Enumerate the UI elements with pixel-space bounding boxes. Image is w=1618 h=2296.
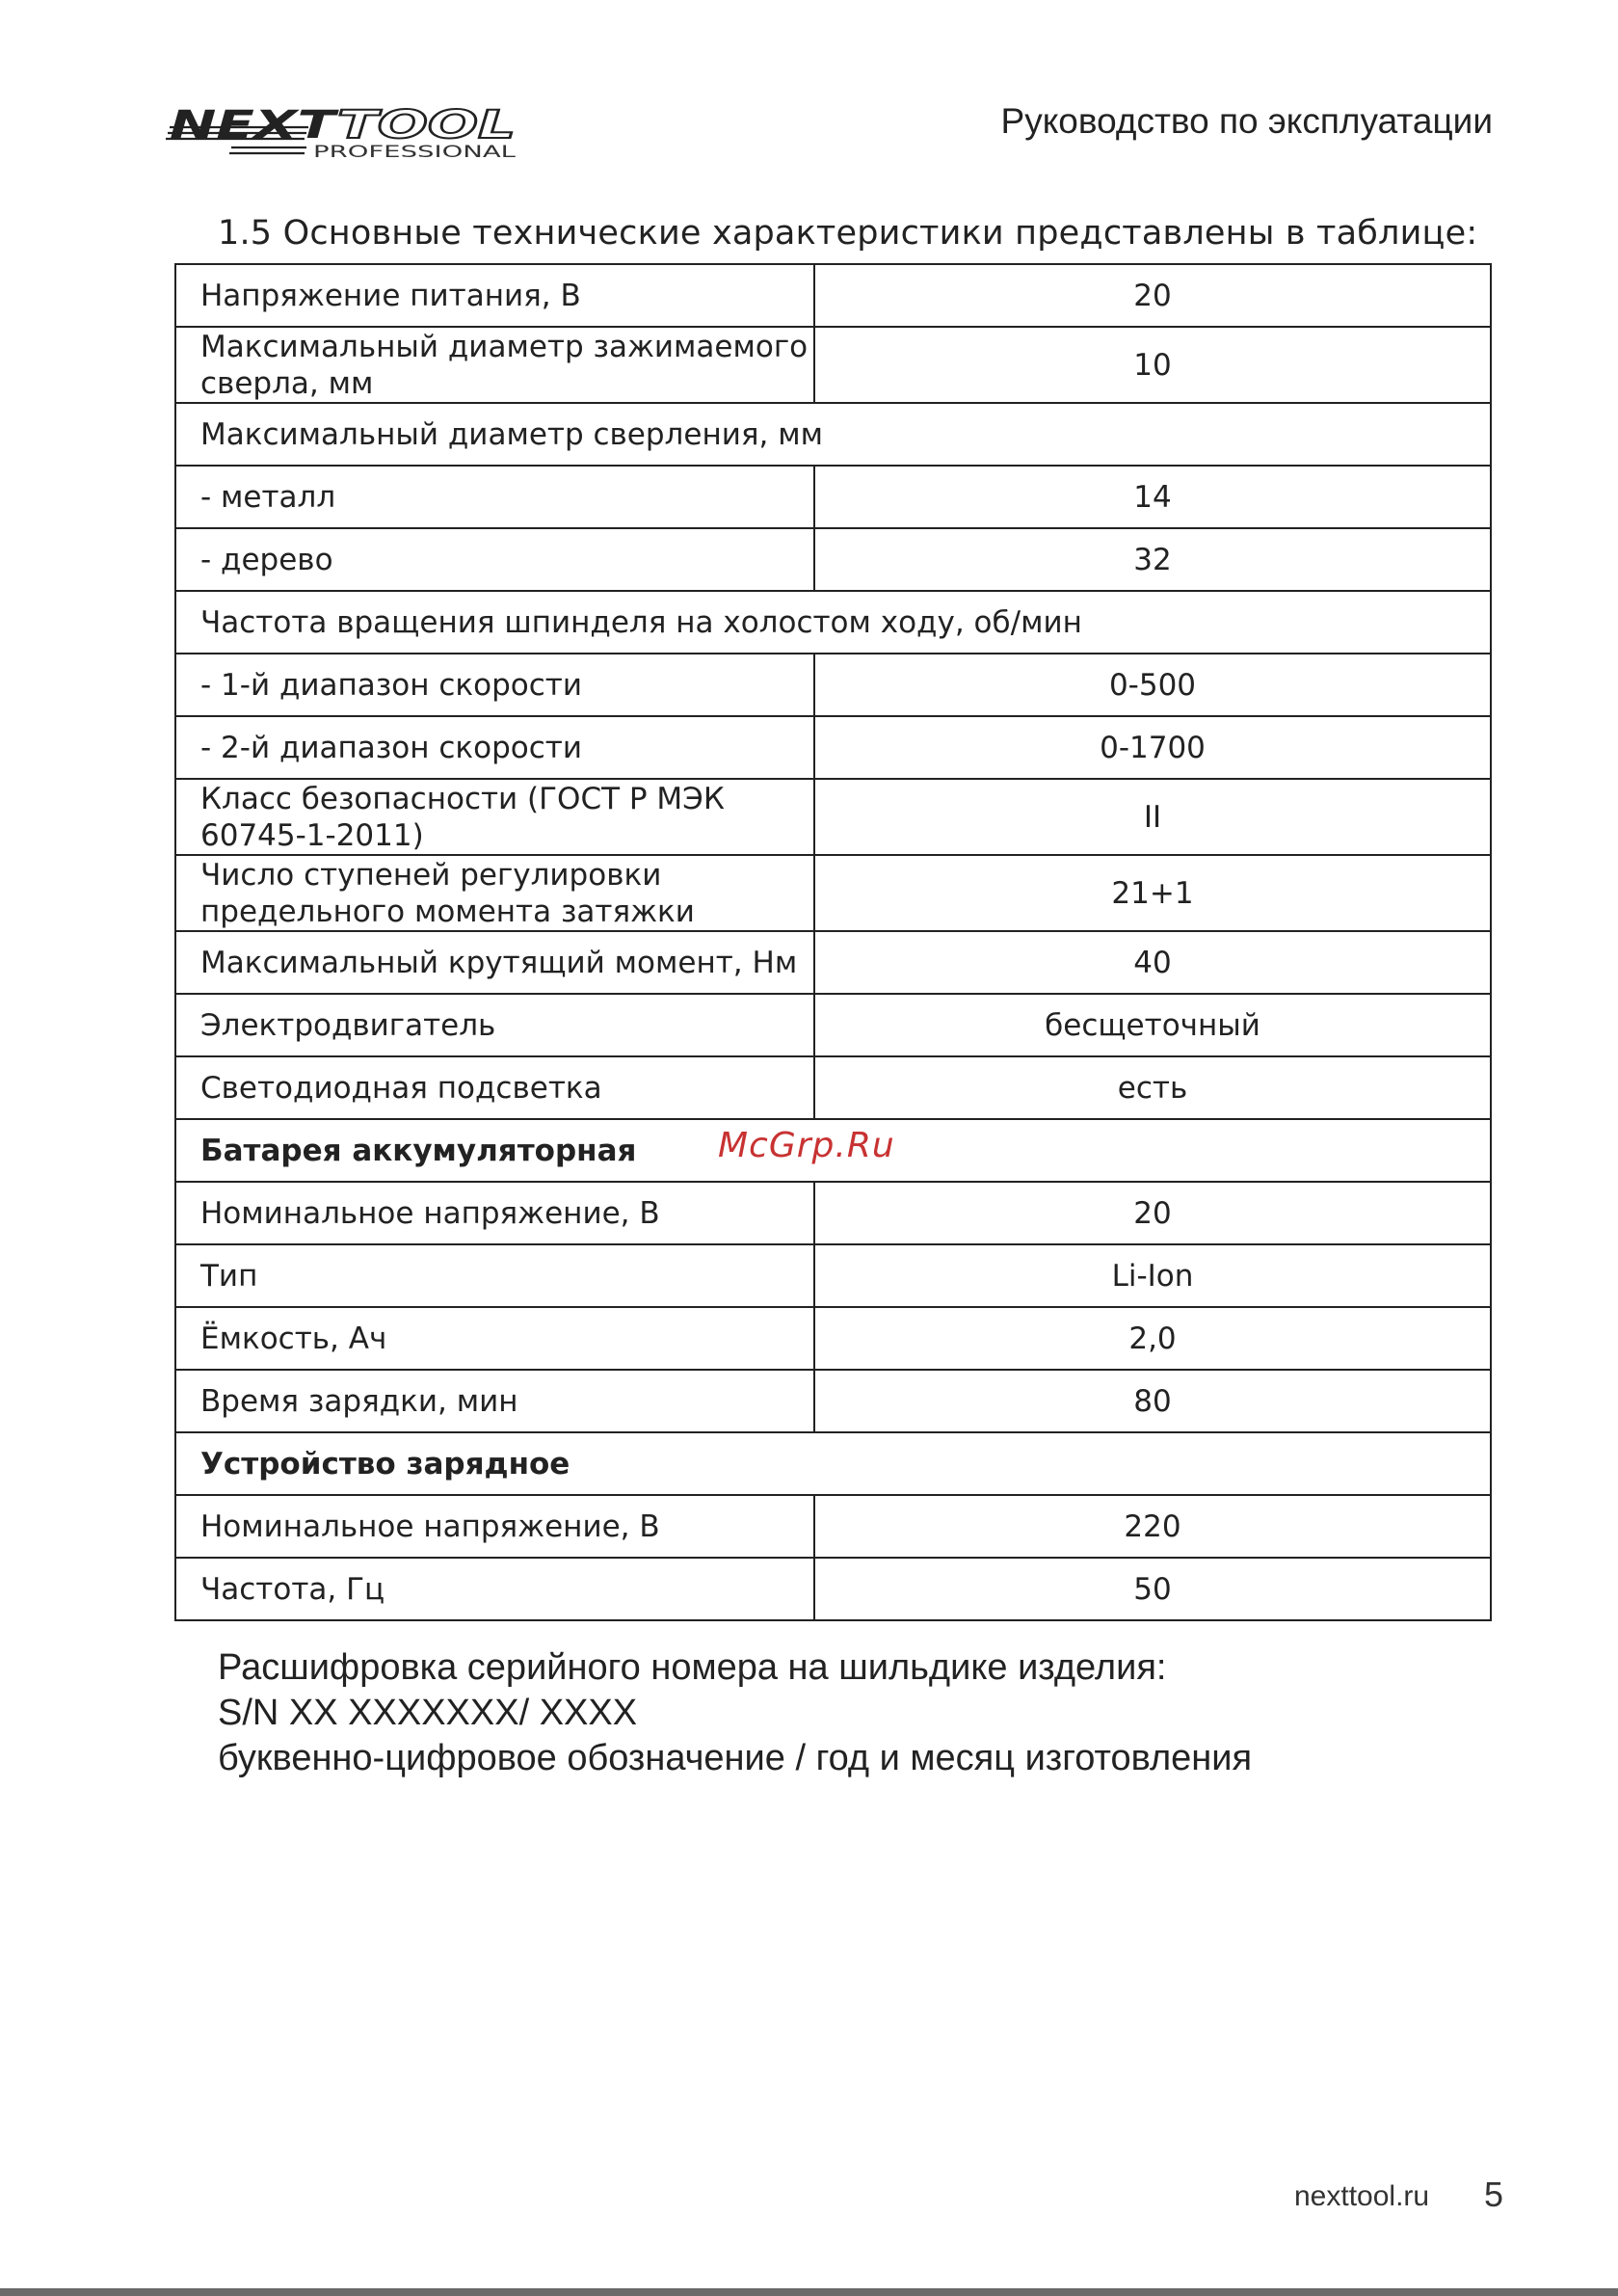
spec-label: - дерево — [175, 528, 814, 591]
table-row — [175, 528, 1491, 591]
spec-label: Номинальное напряжение, В — [175, 1495, 814, 1558]
spec-value: 80 — [814, 1370, 1491, 1432]
section-heading: 1.5 Основные технические характеристики представлены в таблице: — [218, 214, 1478, 253]
table-row — [175, 1244, 1491, 1307]
spec-label: Частота, Гц — [175, 1558, 814, 1620]
spec-label: Класс безопасности (ГОСТ Р МЭК 60745-1-2011) — [175, 779, 814, 855]
spec-label: Номинальное напряжение, В — [175, 1182, 814, 1244]
spec-value: 2,0 — [814, 1307, 1491, 1370]
table-row — [175, 1495, 1491, 1558]
svg-text:PROFESSIONAL: PROFESSIONAL — [313, 143, 517, 160]
nexttool-logo — [164, 104, 520, 160]
table-row — [175, 466, 1491, 528]
spec-value: 21+1 — [814, 855, 1491, 931]
document-title: Руководство по эксплуатации — [1000, 101, 1493, 141]
spec-value: 40 — [814, 931, 1491, 994]
spec-label: Время зарядки, мин — [175, 1370, 814, 1432]
watermark: McGrp.Ru — [718, 1126, 895, 1165]
spec-value: 10 — [814, 327, 1491, 403]
table-row — [175, 716, 1491, 779]
table-row — [175, 1370, 1491, 1432]
spec-value: 50 — [814, 1558, 1491, 1620]
spec-group-label: Максимальный диаметр сверления, мм — [175, 403, 1491, 466]
bottom-rule — [0, 2288, 1618, 2296]
svg-text:NEXT: NEXT — [170, 104, 339, 147]
table-row — [175, 994, 1491, 1056]
battery-section-heading: Батарея аккумуляторная — [175, 1119, 1491, 1182]
table-row — [175, 264, 1491, 327]
spec-label: Максимальный крутящий момент, Нм — [175, 931, 814, 994]
page-number: 5 — [1484, 2175, 1504, 2214]
spec-label: - 2-й диапазон скорости — [175, 716, 814, 779]
spec-value: 14 — [814, 466, 1491, 528]
serial-note-line-2: S/N XX XXXXXXX/ XXXX — [218, 1693, 638, 1733]
spec-label: Напряжение питания, В — [175, 264, 814, 327]
table-row — [175, 1182, 1491, 1244]
spec-value: 32 — [814, 528, 1491, 591]
spec-label: - 1-й диапазон скорости — [175, 654, 814, 716]
spec-value: 20 — [814, 264, 1491, 327]
table-row — [175, 1307, 1491, 1370]
table-row — [175, 327, 1491, 403]
serial-note-line-1: Расшифровка серийного номера на шильдике изделия: — [218, 1647, 1167, 1688]
charger-section-heading: Устройство зарядное — [175, 1432, 1491, 1495]
table-row — [175, 1056, 1491, 1119]
spec-value: 220 — [814, 1495, 1491, 1558]
spec-value: 0-1700 — [814, 716, 1491, 779]
table-row — [175, 403, 1491, 466]
spec-value: Li-Ion — [814, 1244, 1491, 1307]
spec-label: Тип — [175, 1244, 814, 1307]
spec-label: Максимальный диаметр зажимаемого сверла, мм — [175, 327, 814, 403]
footer-site: nexttool.ru — [1294, 2180, 1430, 2212]
spec-group-label: Частота вращения шпинделя на холостом ходу, об/мин — [175, 591, 1491, 654]
svg-text:TOOL: TOOL — [337, 104, 516, 147]
spec-label: - металл — [175, 466, 814, 528]
spec-value: 20 — [814, 1182, 1491, 1244]
spec-label: Электродвигатель — [175, 994, 814, 1056]
serial-note-line-3: буквенно-цифровое обозначение / год и месяц изготовления — [218, 1738, 1253, 1778]
specs-table — [174, 263, 1492, 1621]
table-row — [175, 654, 1491, 716]
spec-label: Светодиодная подсветка — [175, 1056, 814, 1119]
table-row — [175, 855, 1491, 931]
table-row — [175, 1558, 1491, 1620]
spec-value: 0-500 — [814, 654, 1491, 716]
spec-value: II — [814, 779, 1491, 855]
spec-label: Число ступеней регулировки предельного момента затяжки — [175, 855, 814, 931]
spec-value: есть — [814, 1056, 1491, 1119]
spec-label: Ёмкость, Ач — [175, 1307, 814, 1370]
table-row — [175, 779, 1491, 855]
serial-number-note — [218, 1645, 1252, 1781]
table-row — [175, 1432, 1491, 1495]
table-row — [175, 931, 1491, 994]
table-row — [175, 591, 1491, 654]
spec-value: бесщеточный — [814, 994, 1491, 1056]
